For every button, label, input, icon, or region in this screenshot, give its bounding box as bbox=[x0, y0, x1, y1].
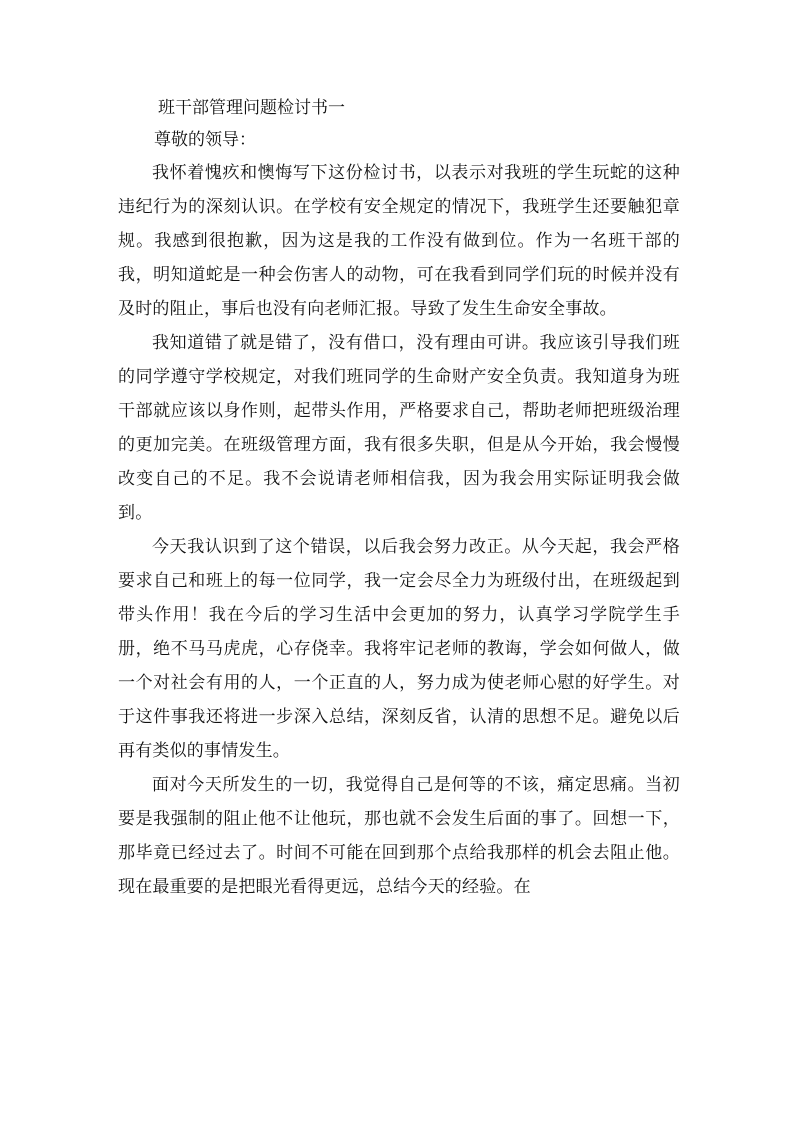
paragraph-2: 我知道错了就是错了，没有借口，没有理由可讲。我应该引导我们班的同学遵守学校规定，对我们班同学的生命财产安全负责。我知道身为班干部就应该以身作则，起带头作用，严格要求自己，帮助老师把班级治理的更加完美。在班级管理方面，我有很多失职，但是从今开始，我会慢慢改变自己的不足。我不会说请老师相信我，因为我会用实际证明我会做到。 bbox=[118, 333, 680, 523]
salutation: 尊敬的领导： bbox=[154, 130, 256, 150]
document-body bbox=[118, 92, 680, 904]
document-title: 班干部管理问题检讨书一 bbox=[158, 98, 345, 118]
paragraph-1: 我怀着愧疚和懊悔写下这份检讨书，以表示对我班的学生玩蛇的这种违纪行为的深刻认识。在学校有安全规定的情况下，我班学生还要触犯章规。我感到很抱歉，因为这是我的工作没有做到位。作为一名班干部的我，明知道蛇是一种会伤害人的动物，可在我看到同学们玩的时候并没有及时的阻止，事后也没有向老师汇报。导致了发生生命安全事故。 bbox=[118, 163, 680, 319]
paragraph-4: 面对今天所发生的一切，我觉得自己是何等的不该，痛定思痛。当初要是我强制的阻止他不让他玩，那也就不会发生后面的事了。回想一下，那毕竟已经过去了。时间不可能在回到那个点给我那样的机会去阻止他。现在最重要的是把眼光看得更远，总结今天的经验。在 bbox=[118, 775, 680, 897]
paragraph-3: 今天我认识到了这个错误，以后我会努力改正。从今天起，我会严格要求自己和班上的每一位同学，我一定会尽全力为班级付出，在班级起到带头作用！我在今后的学习生活中会更加的努力，认真学习学院学生手册，绝不马马虎虎，心存侥幸。我将牢记老师的教诲，学会如何做人，做一个对社会有用的人，一个正直的人，努力成为使老师心慰的好学生。对于这件事我还将进一步深入总结，深刻反省，认清的思想不足。避免以后再有类似的事情发生。 bbox=[118, 537, 680, 761]
